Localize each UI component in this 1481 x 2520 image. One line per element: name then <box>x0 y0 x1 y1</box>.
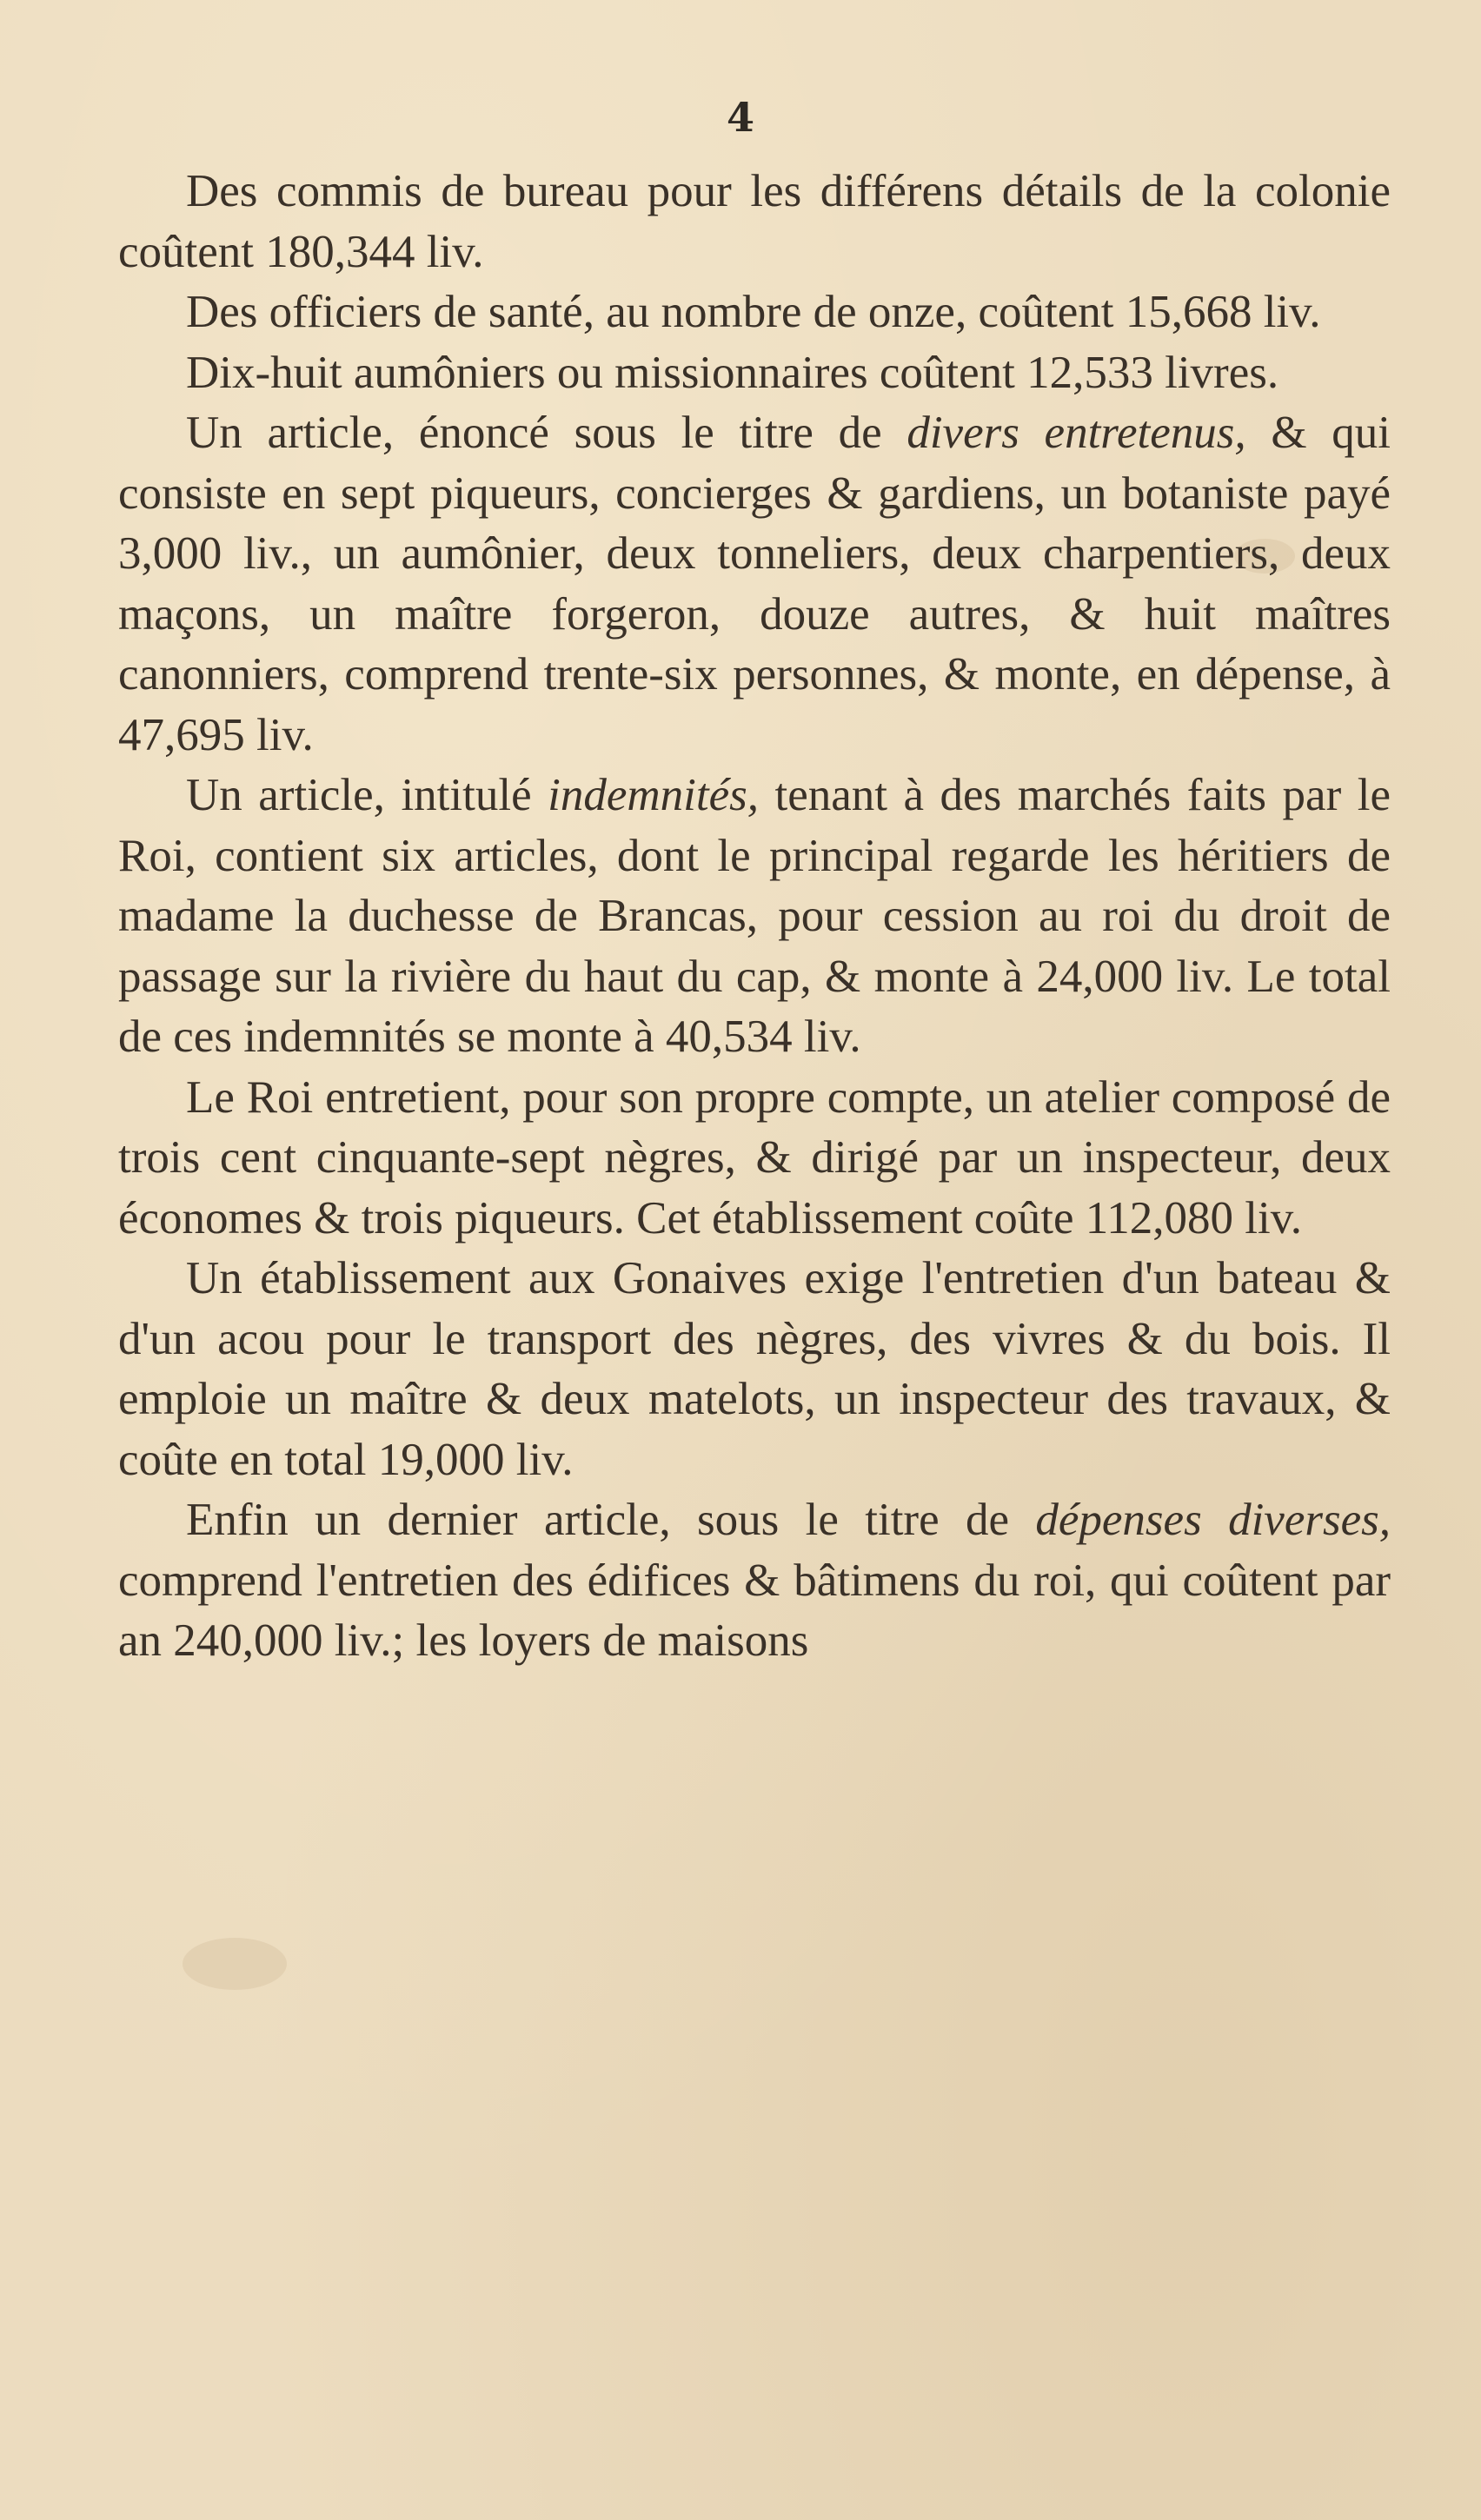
paragraph <box>118 1490 1391 1672</box>
text-segment: Dix-huit aumôniers ou missionnaires coûtent 12,533 livres. <box>186 347 1279 398</box>
text-segment: & qui consiste en sept piqueurs, concierges & gardiens, un botaniste payé 3,000 liv., un aumônier, deux tonneliers, deux charpentiers, deux maçons, un maître forgeron, douze autres, & huit maîtres canonniers, comprend trente-six personnes, & monte, en dépense, à 47,695 liv. <box>118 408 1391 760</box>
text-segment: comprend l'entretien des édifices & bâtimens du roi, qui coûtent par an 240,000 liv.; les loyers de maisons <box>118 1555 1391 1666</box>
paragraph <box>118 403 1391 766</box>
page-number: 4 <box>726 94 754 141</box>
body-text <box>118 162 1391 1672</box>
text-segment: tenant à des marchés faits par le Roi, contient six articles, dont le principal regarde les héritiers de madame la duchesse de Brancas, pour cession au roi du droit de passage sur la rivière du haut du cap, & monte à 24,000 liv. Le total de ces indemnités se monte à 40,534 liv. <box>118 770 1391 1062</box>
text-segment: Un établissement aux Gonaives exige l'entretien d'un bateau & d'un acou pour le transport des nègres, des vivres & du bois. Il emploie un maître & deux matelots, un inspecteur des travaux, & coûte en total 19,000 liv. <box>118 1253 1391 1485</box>
italic-title: divers entretenus, <box>907 408 1246 458</box>
text-segment: Enfin un dernier article, sous le titre de <box>186 1495 1036 1545</box>
italic-title: indemnités, <box>548 770 759 820</box>
text-segment: Des officiers de santé, au nombre de onze, coûtent 15,668 liv. <box>186 287 1321 337</box>
paragraph <box>118 766 1391 1068</box>
paragraph <box>118 343 1391 404</box>
paragraph <box>118 1249 1391 1490</box>
text-segment: Le Roi entretient, pour son propre compte, un atelier composé de trois cent cinquante-sept nègres, & dirigé par un inspecteur, deux économes & trois piqueurs. Cet établissement coûte 112,080 liv. <box>118 1071 1391 1243</box>
paragraph <box>118 282 1391 343</box>
text-segment: Un article, intitulé <box>186 770 548 820</box>
paragraph <box>118 1068 1391 1250</box>
paper-stain <box>183 1938 287 1990</box>
text-segment: Des commis de bureau pour les différens détails de la colonie coûtent 180,344 liv. <box>118 166 1391 277</box>
paragraph <box>118 162 1391 282</box>
text-segment: Un article, énoncé sous le titre de <box>186 408 907 458</box>
italic-title: dépenses diverses, <box>1035 1495 1391 1545</box>
